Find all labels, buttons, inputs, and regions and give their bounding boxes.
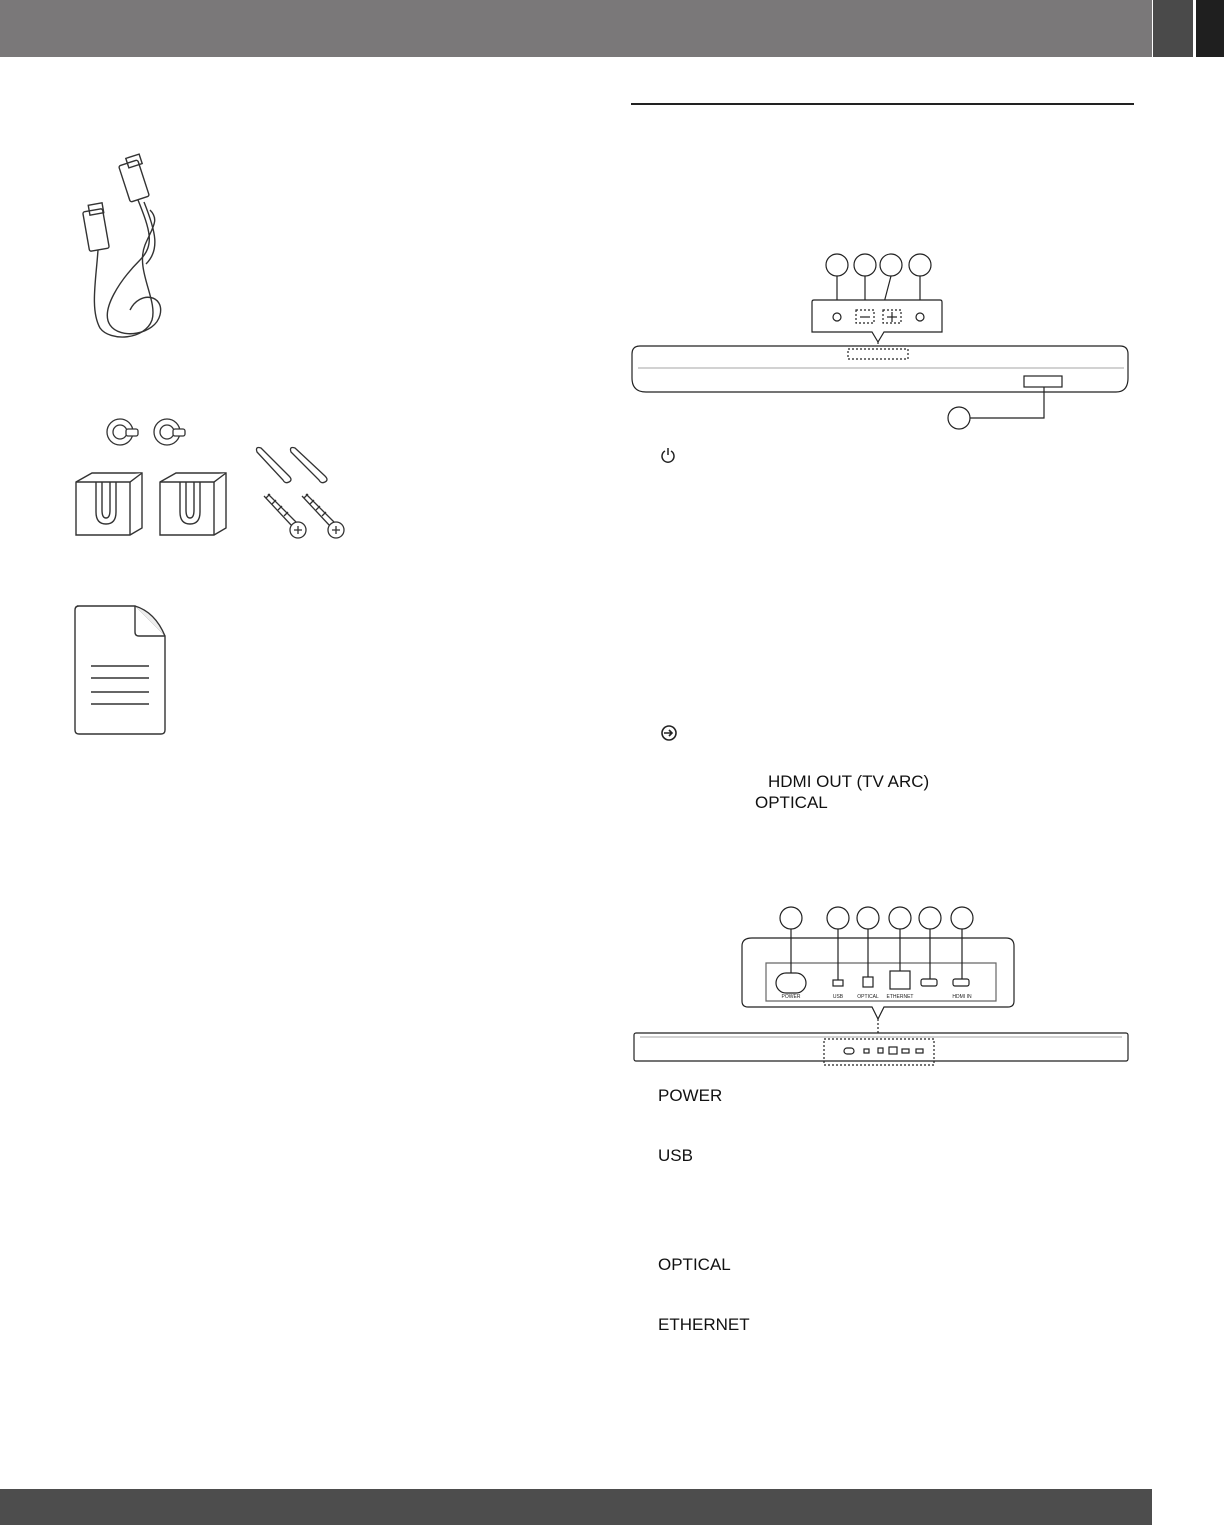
hdmi-out-label: HDMI OUT (TV ARC) <box>768 772 930 791</box>
power-icon <box>660 447 676 463</box>
optical-label: OPTICAL <box>755 793 828 812</box>
mount-knob-right <box>151 416 191 450</box>
header-tab-block <box>1153 0 1193 57</box>
rear-item-usb: USB <box>658 1146 693 1165</box>
header-bar <box>0 0 1152 57</box>
port-label-ethernet: ETHERNET <box>886 994 914 1000</box>
port-label-optical: OPTICAL <box>857 994 879 1000</box>
wall-plugs <box>255 440 335 485</box>
wall-bracket-left <box>72 470 146 538</box>
top-panel-diagram <box>628 250 1133 436</box>
port-label-usb: USB <box>832 994 844 1000</box>
hdmi-cable-illustration <box>60 150 190 350</box>
rear-item-ethernet: ETHERNET <box>658 1315 750 1334</box>
rear-item-optical: OPTICAL <box>658 1255 731 1274</box>
document-icon <box>73 604 167 736</box>
mounting-screws <box>260 490 350 542</box>
rear-item-power: POWER <box>658 1086 723 1105</box>
rear-panel-diagram <box>628 903 1133 1071</box>
mount-knob-left <box>104 416 144 450</box>
source-icon <box>660 724 678 742</box>
port-label-hdmi-in: HDMI IN <box>952 994 972 1000</box>
port-label-power: POWER <box>781 994 801 1000</box>
header-edge-block <box>1196 0 1224 57</box>
footer-bar <box>0 1489 1152 1525</box>
wall-bracket-right <box>156 470 230 538</box>
section-rule <box>631 103 1134 105</box>
